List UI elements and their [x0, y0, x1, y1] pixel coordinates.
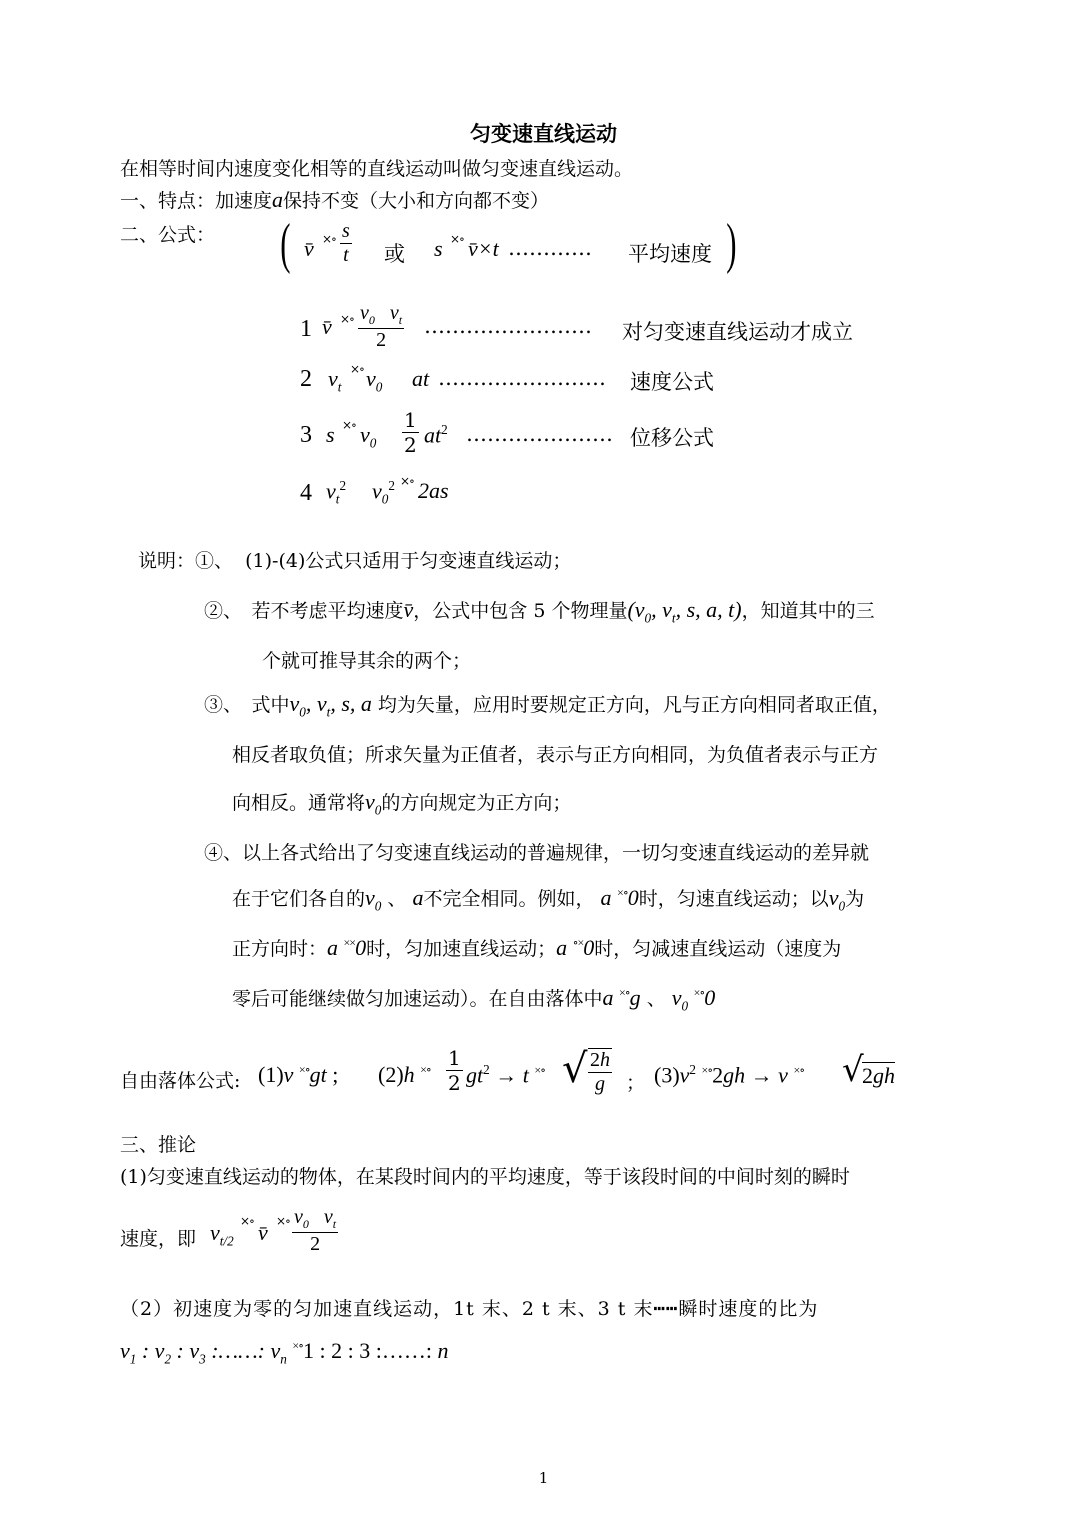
formula-number: 3 — [300, 422, 312, 448]
vt-squared: $v_t^2$ — [326, 478, 347, 507]
page-number: 1 — [538, 1469, 549, 1487]
2h-over-g: $\frac{2h}{g}$ — [590, 1049, 610, 1095]
inference-1-lead: 速度，即 — [120, 1228, 197, 1250]
velocity-ratio: $v_1$ : $v_2$ : $v_3$ :……: $v_n$ ×∘1 : 2 : 3 :……: n — [120, 1338, 449, 1367]
note-4-text-d: 不完全相同。例如， — [423, 888, 595, 910]
note-4: ④、以上各式给出了匀变速直线运动的普遍规律，一切匀变速直线运动的差异就 — [204, 842, 870, 864]
note-3-cont: 相反者取负值；所求矢量为正值者，表示与正方向相同，为负值者表示与正方 — [232, 744, 879, 766]
v-bar: v̄ — [403, 597, 414, 622]
formula-desc: 位移公式 — [630, 426, 714, 450]
note-4-text-b: 在于它们各自的 — [232, 888, 366, 910]
formula-3 — [300, 408, 800, 468]
a-eq-zero: a ×∘0 — [600, 885, 639, 910]
freefall-eq-3: $(3)v^2$ ×∘2gh → v ×∘ — [654, 1062, 805, 1088]
note-4-text-j: 零后可能继续做匀加速运动）。在自由落体中 — [232, 988, 603, 1010]
feature-label: 一、特点：加速度 — [120, 190, 273, 212]
note-4-text-k: 、 — [646, 988, 666, 1010]
note-4-text-c: 、 — [387, 888, 407, 910]
half-fraction: $\frac{1}{2}$ — [448, 1046, 461, 1095]
equals-glyph: ×∘ — [240, 1214, 254, 1228]
quantities-tuple: ($v_0$, $v_t$, s, a, t) — [627, 597, 742, 626]
equals-glyph: ×∘ — [342, 418, 356, 432]
avg-desc: 平均速度 — [628, 242, 712, 266]
a-eq-g: a ×∘g — [602, 985, 641, 1010]
formula-2 — [300, 364, 800, 404]
at-squared: $at^2$ — [424, 422, 448, 448]
v-bar: v̄ — [304, 236, 314, 261]
formula-number: 4 — [300, 480, 312, 506]
a-lt-zero: a ∘×0 — [556, 935, 595, 960]
note-3-end — [232, 788, 571, 818]
formula-number: 2 — [300, 366, 312, 392]
v-0: $v_0$ — [360, 422, 377, 451]
sqrt-sign: √ — [562, 1046, 588, 1092]
formula-4 — [300, 476, 600, 516]
equals-glyph: ×∘ — [276, 1214, 290, 1228]
freefall-formulas — [120, 1046, 920, 1110]
right-paren: ) — [726, 213, 737, 275]
feature-rest: 保持不变（大小和方向都不变） — [283, 190, 550, 212]
note-3-text-d: 向相反。通常将 — [232, 792, 366, 814]
inference-1: (1)匀变速直线运动的物体，在某段时间内的平均速度，等于该段时间的中间时刻的瞬时 — [120, 1166, 850, 1188]
v0-eq-zero: $v_0$ ×∘0 — [671, 985, 716, 1014]
page-title: 匀变速直线运动 — [470, 121, 617, 146]
note-2-text-b: ，公式中包含 5 个物理量 — [413, 600, 628, 622]
fraction: $\frac{v_0 v_t}{2}$ — [294, 1206, 337, 1255]
note-3 — [204, 690, 891, 720]
equals-glyph: ×∘ — [350, 362, 364, 376]
sqrt-sign: √ — [842, 1050, 864, 1090]
note-4-text-e: 时，匀速直线运动；以 — [638, 888, 829, 910]
note-4-line-3 — [232, 934, 841, 961]
v-0: $v_0$ — [365, 789, 382, 818]
a-gt-zero: a ××0 — [327, 935, 367, 960]
s-over-t-fraction: $\frac{s}{t}$ — [342, 220, 350, 266]
inference-2: （2）初速度为零的匀加速直线运动，1t 末、2 t 末、3 t 末┅┅瞬时速度的比为 — [120, 1298, 819, 1320]
note-4-text-g: 正方向时： — [232, 938, 328, 960]
formula-number: 1 — [300, 316, 312, 342]
formula-desc: 速度公式 — [630, 370, 714, 394]
fraction: $\frac{v_0 v_t}{2}$ — [360, 302, 403, 351]
note-1-text: (1)-(4)公式只适用于匀变速直线运动； — [245, 550, 572, 572]
note-3-text-a: ③、 式中 — [204, 694, 290, 716]
dots: …………………… — [424, 314, 592, 338]
a-symbol: a — [412, 885, 424, 910]
dots: …………………… — [438, 366, 606, 390]
s-symbol: s — [326, 422, 335, 447]
equals-glyph: ×∘ — [322, 232, 336, 246]
v-bar-times-t: v̄×t — [468, 236, 499, 261]
inference-1-formula — [120, 1206, 520, 1270]
note-4-line-4 — [232, 984, 715, 1014]
note-2-text-c: ，知道其中的三 — [741, 600, 875, 622]
note-4-text-h: 时，匀加速直线运动； — [366, 938, 557, 960]
v-0: $v_0$ — [366, 366, 383, 395]
note-3-text-b: 均为矢量，应用时要规定正方向，凡与正方向相同者取正值， — [377, 694, 891, 716]
freefall-eq-2a: (2)h ×∘ — [378, 1062, 431, 1087]
intro-text: 在相等时间内速度变化相等的直线运动叫做匀变速直线运动。 — [120, 158, 634, 180]
v0-squared: $v_0^2$ — [372, 478, 395, 507]
v-t-half: $v_{t/2}$ — [210, 1220, 234, 1249]
note-4-line-2 — [232, 884, 864, 914]
sqrt-2gh: 2gh — [862, 1063, 895, 1088]
formula-desc: 对匀变速直线运动才成立 — [622, 320, 853, 344]
dots: ………………… — [466, 422, 613, 446]
v-0: $v_0$ — [365, 885, 382, 914]
note-2 — [204, 596, 875, 626]
s-symbol: s — [434, 236, 443, 261]
note-lead: 说明：①、 — [138, 550, 234, 572]
v-0: $v_0$ — [828, 885, 846, 914]
freefall-label: 自由落体公式: — [120, 1070, 241, 1092]
inference-heading: 三、推论 — [120, 1134, 197, 1156]
v-t: $v_t$ — [328, 366, 342, 395]
equals-glyph: ×∘ — [400, 474, 414, 488]
two-as: 2as — [418, 478, 449, 503]
note-2-cont: 个就可推导其余的两个； — [262, 650, 472, 672]
equals-glyph: ×∘ — [450, 232, 464, 246]
freefall-eq-1: (1)v ×∘gt ; — [258, 1062, 339, 1087]
or-word: 或 — [384, 242, 405, 266]
note-1 — [138, 546, 571, 573]
freefall-eq-2b: $gt^2 \to t$ ×∘ — [466, 1062, 545, 1088]
equals-glyph: ×∘ — [340, 312, 354, 326]
note-3-text-e: 的方向规定为正方向； — [381, 792, 572, 814]
formulas-label: 二、公式： — [120, 224, 216, 246]
left-paren: ( — [280, 213, 291, 275]
feature-var: a — [272, 187, 284, 212]
dots: ………… — [508, 236, 592, 260]
half-fraction: $\frac{1}{2}$ — [404, 408, 417, 457]
at-term: at — [412, 366, 430, 391]
semicolon: ； — [626, 1072, 646, 1094]
note-2-text-a: ②、 若不考虑平均速度 — [204, 600, 404, 622]
v-bar: v̄ — [322, 314, 332, 339]
feature-line — [120, 186, 549, 213]
v-bar: v̄ — [258, 1220, 268, 1245]
note-4-text-i: 时，匀减速直线运动（速度为 — [594, 938, 842, 960]
note-4-text-f: 为 — [845, 888, 865, 910]
formula-1 — [300, 302, 900, 362]
vectors-list: $v_0$, $v_t$, s, a — [289, 691, 372, 720]
